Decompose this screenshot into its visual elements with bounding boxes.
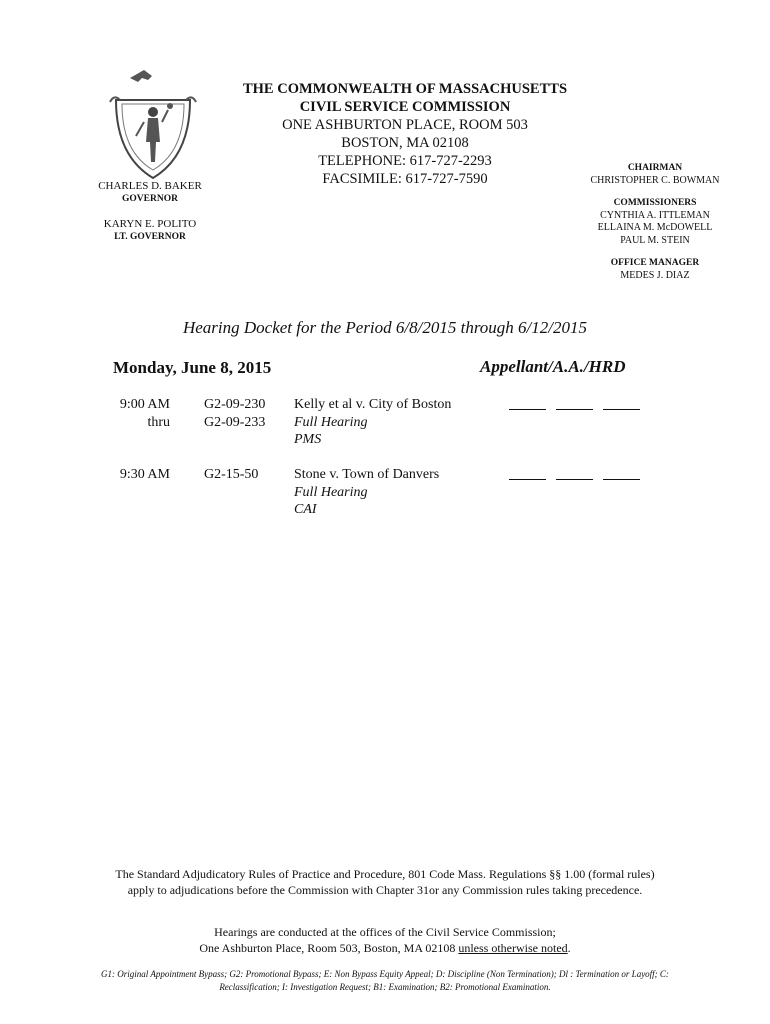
location-line-1: Hearings are conducted at the offices of the Civil Service Commission; bbox=[214, 925, 556, 939]
docket-number-start: G2-15-50 bbox=[204, 467, 259, 482]
header-city: BOSTON, MA 02108 bbox=[341, 135, 469, 151]
case-entry bbox=[294, 466, 439, 519]
lt-governor-name: KARYN E. POLITO bbox=[103, 218, 197, 230]
location-line-2: One Ashburton Place, Room 503, Boston, MA 02108 unless otherwise noted. bbox=[199, 941, 571, 955]
blank-line bbox=[603, 397, 640, 410]
hearing-officer: PMS bbox=[294, 432, 322, 447]
commissioners-title: COMMISSIONERS bbox=[613, 198, 697, 208]
case-type-legend: G1: Original Appointment Bypass; G2: Promotional Bypass; E: Non Bypass Equity Appeal; D: Discipline (Non Termination); Dl : Termination or Layoff; C: Reclassification; I: Investigation Request; B1: Examination; B2: Promotional Examination. bbox=[101, 969, 669, 992]
hearing-type: Full Hearing bbox=[294, 414, 368, 430]
docket-number bbox=[204, 466, 258, 484]
case-name: Kelly et al v. City of Boston bbox=[294, 397, 452, 412]
letterhead bbox=[200, 80, 610, 188]
blank-line bbox=[603, 467, 640, 480]
time-cont: thru bbox=[147, 414, 170, 430]
chairman-title: CHAIRMAN bbox=[627, 163, 683, 173]
time-start: 9:00 AM bbox=[119, 397, 170, 412]
appellant-aa-hrd-label: Appellant/A.A./HRD bbox=[480, 357, 626, 376]
hearing-time bbox=[0, 466, 170, 484]
massachusetts-seal bbox=[108, 70, 198, 182]
hearing-day: Monday, June 8, 2015 bbox=[113, 358, 272, 377]
governor-block bbox=[60, 180, 240, 244]
header-address: ONE ASHBURTON PLACE, ROOM 503 bbox=[282, 117, 528, 133]
commissioner-name: PAUL M. STEIN bbox=[620, 234, 690, 246]
docket-number-end: G2-09-233 bbox=[204, 414, 266, 430]
blank-line bbox=[556, 467, 593, 480]
docket-number bbox=[204, 396, 265, 431]
chairman-name: CHRISTOPHER C. BOWMAN bbox=[590, 174, 720, 186]
office-manager-title: OFFICE MANAGER bbox=[610, 258, 700, 268]
header-telephone: TELEPHONE: 617-727-2293 bbox=[318, 153, 492, 169]
hearing-time bbox=[0, 396, 170, 431]
time-start: 9:30 AM bbox=[119, 467, 170, 482]
blank-line bbox=[556, 397, 593, 410]
signature-blanks bbox=[509, 467, 649, 480]
commission-members-block bbox=[580, 162, 730, 282]
location-exception: unless otherwise noted bbox=[458, 941, 568, 955]
rules-notice: The Standard Adjudicatory Rules of Practice and Procedure, 801 Code Mass. Regulations §§ 1.00 (formal rules) apply to adjudications before the Commission with Chapter 31or any Commission rules taking precedence. bbox=[115, 867, 655, 897]
case-entry bbox=[294, 396, 451, 449]
blank-line bbox=[509, 467, 546, 480]
hearing-officer: CAI bbox=[294, 502, 317, 517]
docket-number-start: G2-09-230 bbox=[204, 397, 266, 412]
case-name: Stone v. Town of Danvers bbox=[294, 467, 440, 482]
lt-governor-title: LT. GOVERNOR bbox=[114, 232, 186, 242]
location-address: One Ashburton Place, Room 503, Boston, MA 02108 bbox=[199, 941, 456, 955]
header-facsimile: FACSIMILE: 617-727-7590 bbox=[322, 171, 488, 187]
commissioner-name: CYNTHIA A. ITTLEMAN bbox=[600, 209, 710, 221]
blank-line bbox=[509, 397, 546, 410]
docket-title: Hearing Docket for the Period 6/8/2015 through 6/12/2015 bbox=[182, 318, 588, 337]
hearing-type: Full Hearing bbox=[294, 484, 368, 500]
governor-title: GOVERNOR bbox=[122, 194, 178, 204]
signature-blanks bbox=[509, 397, 649, 410]
office-manager-name: MEDES J. DIAZ bbox=[620, 269, 690, 281]
header-commonwealth: THE COMMONWEALTH OF MASSACHUSETTS bbox=[242, 81, 568, 97]
commissioner-name: ELLAINA M. McDOWELL bbox=[597, 222, 713, 233]
governor-name: CHARLES D. BAKER bbox=[98, 180, 202, 192]
location-notice bbox=[110, 924, 660, 956]
header-commission: CIVIL SERVICE COMMISSION bbox=[299, 99, 511, 115]
